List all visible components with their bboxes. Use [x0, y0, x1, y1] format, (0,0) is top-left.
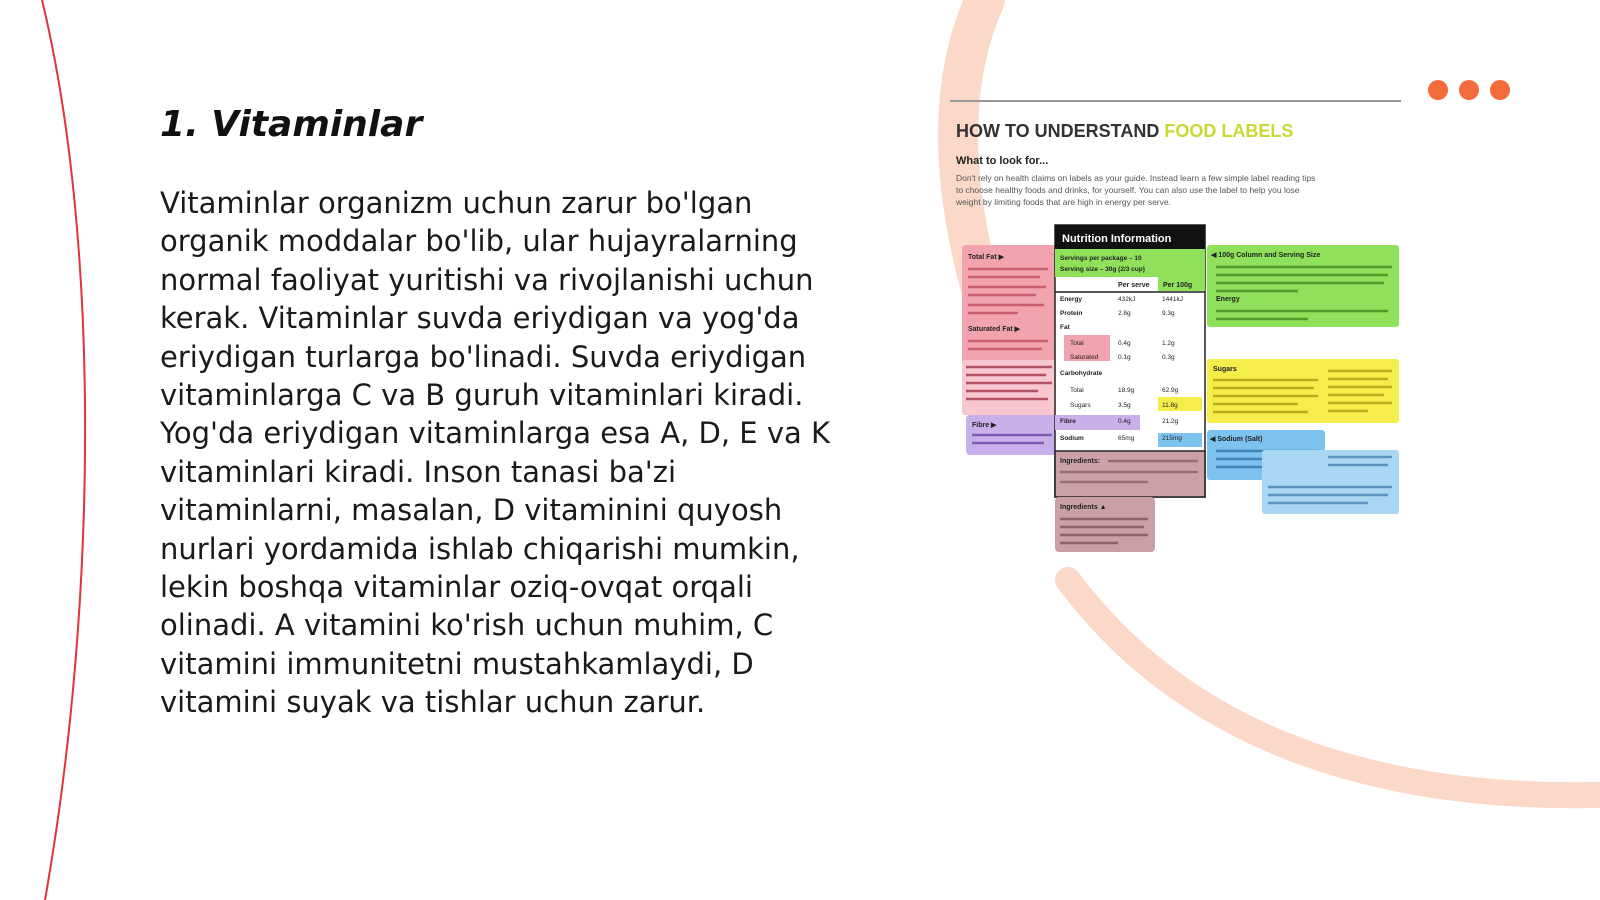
callout-energy-label: Energy [1216, 296, 1240, 303]
nutrition-row-label: Sodium [1060, 435, 1084, 442]
slide-title: 1. Vitaminlar [160, 104, 423, 145]
nutrition-row-per-serve: 2.8g [1118, 310, 1131, 317]
nutrition-row-label: Fibre [1060, 418, 1076, 425]
infographic-title-b: FOOD LABELS [1164, 121, 1294, 141]
nutrition-row-label: Carbohydrate [1060, 370, 1103, 377]
callout-fibre-label: Fibre ▶ [972, 422, 997, 429]
serving-per-package: Servings per package – 10 [1060, 255, 1142, 262]
decorative-arc [1068, 580, 1600, 795]
infographic-intro-line: to choose healthy foods and drinks, for yourself. You can also use the label to help you lose [956, 185, 1300, 195]
nutrition-panel-heading: Nutrition Information [1062, 233, 1172, 245]
nutrition-row-label: Energy [1060, 296, 1083, 303]
nutrition-row-per-serve: 0.4g [1118, 340, 1131, 347]
nutrition-row-per-serve: 432kJ [1118, 296, 1136, 303]
serving-size: Serving size – 30g (2/3 cup) [1060, 266, 1145, 273]
col-per-100g: Per 100g [1163, 282, 1193, 289]
nutrition-row-per-100g: 11.8g [1162, 402, 1178, 409]
nutrition-row-label: Total [1070, 387, 1084, 394]
nutrition-row-per-100g: 1441kJ [1162, 296, 1183, 303]
ingredients-label: Ingredients: [1060, 458, 1101, 465]
nutrition-row-per-100g: 1.2g [1162, 340, 1175, 347]
decorative-dot [1428, 80, 1448, 100]
nutrition-row-label: Total [1070, 340, 1084, 347]
callout-100g-label: ◀ 100g Column and Serving Size [1211, 252, 1321, 259]
callout-sodium-label: ◀ Sodium (Salt) [1210, 436, 1263, 443]
nutrition-row-per-serve: 3.5g [1118, 402, 1131, 409]
food-label-infographic [948, 95, 1403, 565]
callout-sodium-other [1262, 450, 1399, 514]
decorative-dot [1459, 80, 1479, 100]
infographic-intro-line: weight by limiting foods that are high in energy per serve. [956, 197, 1171, 207]
infographic-title [956, 121, 1293, 141]
nutrition-row-per-100g: 62.9g [1162, 387, 1179, 394]
callout-sugars-label: Sugars [1213, 366, 1237, 373]
infographic-title-a: HOW TO UNDERSTAND [956, 121, 1160, 141]
slide-body-text: Vitaminlar organizm uchun zarur bo'lgan organik moddalar bo'lib, ular hujayralarning normal faoliyat yuritishi va rivojlanishi uchun kerak. Vitaminlar suvda eriydigan va yog'da eriydigan turlarga bo'linadi. Suvda eriydigan vitaminlarga C va B guruh vitaminlari kiradi. Yog'da eriydigan vitaminlarga esa A, D, E va K vitaminlari kiradi. Inson tanasi ba'zi vitaminlarni, masalan, D vitaminini quyosh nurlari yordamida ishlab chiqarishi mumkin, lekin boshqa vitaminlar oziq-ovqat orqali olinadi. A vitamini ko'rish uchun muhim, C vitamini immunitetni mustahkamlaydi, D vitamini suyak va tishlar uchun zarur. [160, 186, 830, 720]
nutrition-row-per-100g: 9.3g [1162, 310, 1175, 317]
col-per-serve: Per serve [1118, 282, 1150, 289]
nutrition-row-per-serve: 65mg [1118, 435, 1135, 442]
left-border-line [42, 0, 85, 900]
nutrition-row-label: Protein [1060, 310, 1083, 317]
nutrition-row-per-100g: 0.3g [1162, 354, 1175, 361]
nutrition-row-per-serve: 18.9g [1118, 387, 1135, 394]
nutrition-row-label: Fat [1060, 324, 1070, 331]
decorative-dot [1490, 80, 1510, 100]
nutrition-row-per-serve: 0.1g [1118, 354, 1131, 361]
nutrition-row-per-serve: 0.4g [1118, 418, 1131, 425]
nutrition-row-label: Saturated [1070, 354, 1099, 361]
infographic-subtitle: What to look for... [956, 155, 1049, 167]
nutrition-row-per-100g: 215mg [1162, 435, 1182, 442]
callout-saturated-fat-label: Saturated Fat ▶ [968, 326, 1021, 333]
nutrition-row-per-100g: 21.2g [1162, 418, 1179, 425]
callout-total-fat-label: Total Fat ▶ [968, 254, 1004, 261]
ingredients-callout-label: Ingredients ▲ [1060, 504, 1107, 511]
infographic-intro-line: Don't rely on health claims on labels as your guide. Instead learn a few simple label reading tips [956, 173, 1316, 183]
nutrition-row-label: Sugars [1070, 402, 1091, 409]
